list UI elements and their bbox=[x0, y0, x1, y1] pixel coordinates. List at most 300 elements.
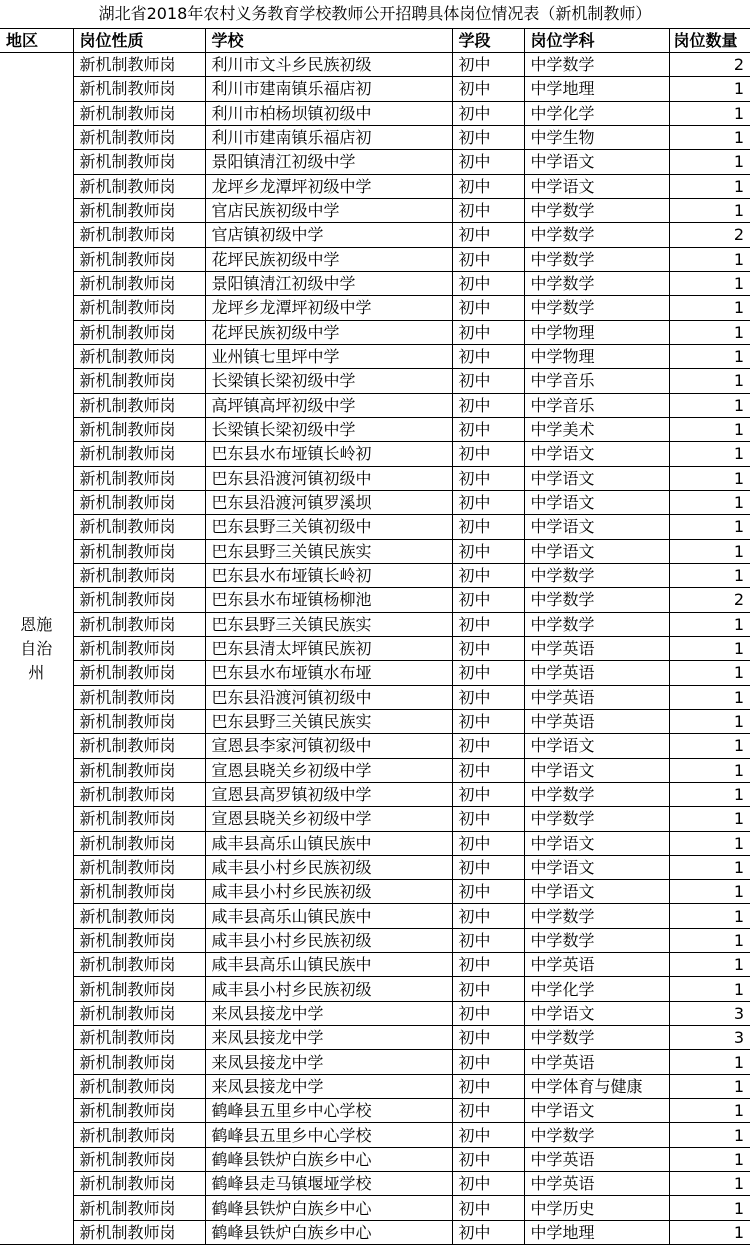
cell-subject[interactable]: 中学语文 bbox=[524, 1099, 669, 1123]
table-row bbox=[0, 125, 750, 149]
cell-count[interactable]: 2 bbox=[669, 588, 750, 612]
cell-stage[interactable]: 初中 bbox=[452, 1123, 524, 1147]
cell-school[interactable]: 鹤峰县铁炉白族乡中心 bbox=[205, 1147, 452, 1171]
table-row bbox=[0, 953, 750, 977]
cell-school[interactable]: 咸丰县高乐山镇民族中 bbox=[205, 953, 452, 977]
cell-subject[interactable]: 中学数学 bbox=[524, 271, 669, 295]
cell-subject[interactable]: 中学音乐 bbox=[524, 393, 669, 417]
cell-position-type[interactable]: 新机制教师岗 bbox=[73, 612, 205, 636]
cell-position-type[interactable]: 新机制教师岗 bbox=[73, 369, 205, 393]
table-row bbox=[0, 198, 750, 222]
cell-stage[interactable]: 初中 bbox=[452, 685, 524, 709]
header-school[interactable]: 学校 bbox=[205, 29, 452, 53]
cell-subject[interactable]: 中学数学 bbox=[524, 247, 669, 271]
cell-count[interactable]: 1 bbox=[669, 490, 750, 514]
cell-stage[interactable]: 初中 bbox=[452, 320, 524, 344]
cell-stage[interactable]: 初中 bbox=[452, 782, 524, 806]
cell-count[interactable]: 1 bbox=[669, 150, 750, 174]
cell-subject[interactable]: 中学数学 bbox=[524, 612, 669, 636]
cell-subject[interactable]: 中学英语 bbox=[524, 636, 669, 660]
cell-subject[interactable]: 中学美术 bbox=[524, 417, 669, 441]
cell-count[interactable]: 1 bbox=[669, 344, 750, 368]
cell-position-type[interactable]: 新机制教师岗 bbox=[73, 1026, 205, 1050]
table-row bbox=[0, 320, 750, 344]
cell-count[interactable]: 1 bbox=[669, 782, 750, 806]
table-row bbox=[0, 855, 750, 879]
header-position-type[interactable]: 岗位性质 bbox=[73, 29, 205, 53]
table-row bbox=[0, 442, 750, 466]
cell-school[interactable]: 官店镇初级中学 bbox=[205, 223, 452, 247]
table-row bbox=[0, 466, 750, 490]
table-row bbox=[0, 247, 750, 271]
cell-position-type[interactable]: 新机制教师岗 bbox=[73, 417, 205, 441]
cell-stage[interactable]: 初中 bbox=[452, 1099, 524, 1123]
table-row bbox=[0, 101, 750, 125]
cell-count[interactable]: 3 bbox=[669, 1001, 750, 1025]
cell-stage[interactable]: 初中 bbox=[452, 880, 524, 904]
cell-stage[interactable]: 初中 bbox=[452, 563, 524, 587]
cell-count[interactable]: 1 bbox=[669, 977, 750, 1001]
cell-school[interactable]: 来凤县接龙中学 bbox=[205, 1050, 452, 1074]
cell-school[interactable]: 龙坪乡龙潭坪初级中学 bbox=[205, 296, 452, 320]
cell-subject[interactable]: 中学数学 bbox=[524, 1123, 669, 1147]
cell-position-type[interactable]: 新机制教师岗 bbox=[73, 466, 205, 490]
cell-position-type[interactable]: 新机制教师岗 bbox=[73, 855, 205, 879]
cell-region[interactable]: 恩施自治州 bbox=[0, 53, 73, 1245]
cell-position-type[interactable]: 新机制教师岗 bbox=[73, 271, 205, 295]
cell-count[interactable]: 1 bbox=[669, 393, 750, 417]
cell-count[interactable]: 1 bbox=[669, 685, 750, 709]
cell-count[interactable]: 1 bbox=[669, 296, 750, 320]
table-row bbox=[0, 636, 750, 660]
cell-stage[interactable]: 初中 bbox=[452, 125, 524, 149]
cell-subject[interactable]: 中学语文 bbox=[524, 539, 669, 563]
cell-subject[interactable]: 中学物理 bbox=[524, 320, 669, 344]
cell-count[interactable]: 1 bbox=[669, 1050, 750, 1074]
cell-stage[interactable]: 初中 bbox=[452, 198, 524, 222]
cell-subject[interactable]: 中学语文 bbox=[524, 1001, 669, 1025]
cell-stage[interactable]: 初中 bbox=[452, 734, 524, 758]
table-row bbox=[0, 1172, 750, 1196]
cell-position-type[interactable]: 新机制教师岗 bbox=[73, 247, 205, 271]
cell-stage[interactable]: 初中 bbox=[452, 490, 524, 514]
cell-stage[interactable]: 初中 bbox=[452, 539, 524, 563]
table-row bbox=[0, 807, 750, 831]
cell-count[interactable]: 1 bbox=[669, 1147, 750, 1171]
cell-stage[interactable]: 初中 bbox=[452, 1147, 524, 1171]
cell-subject[interactable]: 中学数学 bbox=[524, 1026, 669, 1050]
cell-count[interactable]: 1 bbox=[669, 928, 750, 952]
cell-count[interactable]: 1 bbox=[669, 709, 750, 733]
cell-school[interactable]: 来凤县接龙中学 bbox=[205, 1026, 452, 1050]
table-row bbox=[0, 685, 750, 709]
table-row bbox=[0, 271, 750, 295]
cell-school[interactable]: 咸丰县高乐山镇民族中 bbox=[205, 831, 452, 855]
cell-school[interactable]: 巴东县沿渡河镇初级中 bbox=[205, 466, 452, 490]
cell-count[interactable]: 1 bbox=[669, 1172, 750, 1196]
cell-count[interactable]: 2 bbox=[669, 53, 750, 77]
cell-position-type[interactable]: 新机制教师岗 bbox=[73, 928, 205, 952]
cell-subject[interactable]: 中学语文 bbox=[524, 466, 669, 490]
table-row bbox=[0, 880, 750, 904]
cell-count[interactable]: 1 bbox=[669, 320, 750, 344]
cell-count[interactable]: 1 bbox=[669, 636, 750, 660]
cell-subject[interactable]: 中学数学 bbox=[524, 198, 669, 222]
cell-position-type[interactable]: 新机制教师岗 bbox=[73, 198, 205, 222]
cell-subject[interactable]: 中学物理 bbox=[524, 344, 669, 368]
cell-count[interactable]: 1 bbox=[669, 831, 750, 855]
cell-subject[interactable]: 中学数学 bbox=[524, 53, 669, 77]
cell-subject[interactable]: 中学数学 bbox=[524, 807, 669, 831]
cell-count[interactable]: 1 bbox=[669, 661, 750, 685]
cell-school[interactable]: 巴东县水布垭镇长岭初 bbox=[205, 442, 452, 466]
cell-stage[interactable]: 初中 bbox=[452, 831, 524, 855]
table-row bbox=[0, 661, 750, 685]
table-title: 湖北省2018年农村义务教育学校教师公开招聘具体岗位情况表（新机制教师） bbox=[0, 0, 750, 29]
cell-school[interactable]: 利川市建南镇乐福店初 bbox=[205, 77, 452, 101]
cell-school[interactable]: 巴东县沿渡河镇罗溪坝 bbox=[205, 490, 452, 514]
table-row bbox=[0, 831, 750, 855]
table-row bbox=[0, 758, 750, 782]
cell-stage[interactable]: 初中 bbox=[452, 1172, 524, 1196]
cell-position-type[interactable]: 新机制教师岗 bbox=[73, 1172, 205, 1196]
cell-count[interactable]: 1 bbox=[669, 539, 750, 563]
cell-school[interactable]: 鹤峰县五里乡中心学校 bbox=[205, 1123, 452, 1147]
table-row bbox=[0, 904, 750, 928]
cell-stage[interactable]: 初中 bbox=[452, 344, 524, 368]
table-row bbox=[0, 709, 750, 733]
cell-position-type[interactable]: 新机制教师岗 bbox=[73, 539, 205, 563]
cell-position-type[interactable]: 新机制教师岗 bbox=[73, 685, 205, 709]
cell-school[interactable]: 利川市文斗乡民族初级 bbox=[205, 53, 452, 77]
table-row bbox=[0, 1099, 750, 1123]
cell-stage[interactable]: 初中 bbox=[452, 758, 524, 782]
table-row bbox=[0, 1074, 750, 1098]
cell-school[interactable]: 巴东县野三关镇初级中 bbox=[205, 515, 452, 539]
cell-subject[interactable]: 中学英语 bbox=[524, 709, 669, 733]
cell-subject[interactable]: 中学数学 bbox=[524, 223, 669, 247]
cell-school[interactable]: 业州镇七里坪中学 bbox=[205, 344, 452, 368]
cell-stage[interactable]: 初中 bbox=[452, 150, 524, 174]
cell-school[interactable]: 龙坪乡龙潭坪初级中学 bbox=[205, 174, 452, 198]
cell-subject[interactable]: 中学数学 bbox=[524, 588, 669, 612]
cell-position-type[interactable]: 新机制教师岗 bbox=[73, 758, 205, 782]
cell-stage[interactable]: 初中 bbox=[452, 1196, 524, 1220]
cell-subject[interactable]: 中学英语 bbox=[524, 1147, 669, 1171]
cell-school[interactable]: 利川市建南镇乐福店初 bbox=[205, 125, 452, 149]
cell-subject[interactable]: 中学音乐 bbox=[524, 369, 669, 393]
table-row bbox=[0, 1001, 750, 1025]
table-row bbox=[0, 734, 750, 758]
cell-count[interactable]: 1 bbox=[669, 515, 750, 539]
cell-stage[interactable]: 初中 bbox=[452, 417, 524, 441]
cell-position-type[interactable]: 新机制教师岗 bbox=[73, 1147, 205, 1171]
cell-count[interactable]: 1 bbox=[669, 953, 750, 977]
cell-school[interactable]: 宣恩县李家河镇初级中 bbox=[205, 734, 452, 758]
cell-school[interactable]: 鹤峰县铁炉白族乡中心 bbox=[205, 1196, 452, 1220]
cell-stage[interactable]: 初中 bbox=[452, 1074, 524, 1098]
cell-stage[interactable]: 初中 bbox=[452, 53, 524, 77]
header-count[interactable]: 岗位数量 bbox=[669, 29, 750, 53]
cell-position-type[interactable]: 新机制教师岗 bbox=[73, 734, 205, 758]
header-row bbox=[0, 29, 750, 53]
cell-subject[interactable]: 中学语文 bbox=[524, 734, 669, 758]
cell-subject[interactable]: 中学语文 bbox=[524, 758, 669, 782]
table-row bbox=[0, 77, 750, 101]
cell-count[interactable]: 1 bbox=[669, 563, 750, 587]
table-row bbox=[0, 393, 750, 417]
cell-stage[interactable]: 初中 bbox=[452, 904, 524, 928]
table-row bbox=[0, 369, 750, 393]
cell-position-type[interactable]: 新机制教师岗 bbox=[73, 661, 205, 685]
cell-position-type[interactable]: 新机制教师岗 bbox=[73, 515, 205, 539]
cell-subject[interactable]: 中学体育与健康 bbox=[524, 1074, 669, 1098]
cell-count[interactable]: 1 bbox=[669, 1123, 750, 1147]
cell-count[interactable]: 1 bbox=[669, 271, 750, 295]
cell-subject[interactable]: 中学数学 bbox=[524, 563, 669, 587]
cell-stage[interactable]: 初中 bbox=[452, 1050, 524, 1074]
cell-school[interactable]: 巴东县水布垭镇长岭初 bbox=[205, 563, 452, 587]
cell-subject[interactable]: 中学数学 bbox=[524, 928, 669, 952]
cell-school[interactable]: 巴东县水布垭镇水布垭 bbox=[205, 661, 452, 685]
cell-count[interactable]: 1 bbox=[669, 442, 750, 466]
cell-stage[interactable]: 初中 bbox=[452, 588, 524, 612]
cell-subject[interactable]: 中学英语 bbox=[524, 1172, 669, 1196]
cell-position-type[interactable]: 新机制教师岗 bbox=[73, 880, 205, 904]
cell-stage[interactable]: 初中 bbox=[452, 1001, 524, 1025]
cell-position-type[interactable]: 新机制教师岗 bbox=[73, 442, 205, 466]
table-row bbox=[0, 539, 750, 563]
cell-school[interactable]: 宣恩县晓关乡初级中学 bbox=[205, 807, 452, 831]
table-row bbox=[0, 1220, 750, 1244]
cell-position-type[interactable]: 新机制教师岗 bbox=[73, 1220, 205, 1244]
cell-position-type[interactable]: 新机制教师岗 bbox=[73, 101, 205, 125]
table-row bbox=[0, 1050, 750, 1074]
cell-position-type[interactable]: 新机制教师岗 bbox=[73, 636, 205, 660]
cell-stage[interactable]: 初中 bbox=[452, 661, 524, 685]
table-row bbox=[0, 928, 750, 952]
cell-school[interactable]: 巴东县野三关镇民族实 bbox=[205, 539, 452, 563]
cell-school[interactable]: 巴东县野三关镇民族实 bbox=[205, 709, 452, 733]
cell-subject[interactable]: 中学生物 bbox=[524, 125, 669, 149]
cell-position-type[interactable]: 新机制教师岗 bbox=[73, 1074, 205, 1098]
table-row bbox=[0, 1026, 750, 1050]
cell-position-type[interactable]: 新机制教师岗 bbox=[73, 1099, 205, 1123]
cell-count[interactable]: 1 bbox=[669, 77, 750, 101]
cell-stage[interactable]: 初中 bbox=[452, 1220, 524, 1244]
cell-subject[interactable]: 中学数学 bbox=[524, 782, 669, 806]
cell-stage[interactable]: 初中 bbox=[452, 807, 524, 831]
cell-position-type[interactable]: 新机制教师岗 bbox=[73, 344, 205, 368]
cell-school[interactable]: 鹤峰县铁炉白族乡中心 bbox=[205, 1220, 452, 1244]
cell-school[interactable]: 咸丰县小村乡民族初级 bbox=[205, 880, 452, 904]
cell-position-type[interactable]: 新机制教师岗 bbox=[73, 782, 205, 806]
cell-school[interactable]: 巴东县沿渡河镇初级中 bbox=[205, 685, 452, 709]
header-subject[interactable]: 岗位学科 bbox=[524, 29, 669, 53]
cell-stage[interactable]: 初中 bbox=[452, 953, 524, 977]
cell-stage[interactable]: 初中 bbox=[452, 977, 524, 1001]
cell-stage[interactable]: 初中 bbox=[452, 709, 524, 733]
cell-stage[interactable]: 初中 bbox=[452, 928, 524, 952]
cell-count[interactable]: 1 bbox=[669, 904, 750, 928]
cell-stage[interactable]: 初中 bbox=[452, 271, 524, 295]
cell-stage[interactable]: 初中 bbox=[452, 442, 524, 466]
cell-school[interactable]: 来凤县接龙中学 bbox=[205, 1001, 452, 1025]
cell-stage[interactable]: 初中 bbox=[452, 101, 524, 125]
table-row bbox=[0, 344, 750, 368]
cell-school[interactable]: 咸丰县小村乡民族初级 bbox=[205, 977, 452, 1001]
cell-count[interactable]: 1 bbox=[669, 125, 750, 149]
cell-subject[interactable]: 中学历史 bbox=[524, 1196, 669, 1220]
cell-count[interactable]: 1 bbox=[669, 1220, 750, 1244]
cell-subject[interactable]: 中学化学 bbox=[524, 101, 669, 125]
cell-subject[interactable]: 中学化学 bbox=[524, 977, 669, 1001]
cell-stage[interactable]: 初中 bbox=[452, 174, 524, 198]
cell-stage[interactable]: 初中 bbox=[452, 1026, 524, 1050]
cell-school[interactable]: 花坪民族初级中学 bbox=[205, 320, 452, 344]
cell-subject[interactable]: 中学语文 bbox=[524, 831, 669, 855]
cell-subject[interactable]: 中学数学 bbox=[524, 904, 669, 928]
cell-count[interactable]: 1 bbox=[669, 466, 750, 490]
cell-subject[interactable]: 中学语文 bbox=[524, 442, 669, 466]
table-row bbox=[0, 1147, 750, 1171]
table-row bbox=[0, 490, 750, 514]
cell-stage[interactable]: 初中 bbox=[452, 393, 524, 417]
cell-count[interactable]: 1 bbox=[669, 612, 750, 636]
cell-stage[interactable]: 初中 bbox=[452, 369, 524, 393]
cell-school[interactable]: 长梁镇长梁初级中学 bbox=[205, 369, 452, 393]
cell-position-type[interactable]: 新机制教师岗 bbox=[73, 953, 205, 977]
cell-position-type[interactable]: 新机制教师岗 bbox=[73, 1123, 205, 1147]
header-stage[interactable]: 学段 bbox=[452, 29, 524, 53]
cell-school[interactable]: 利川市柏杨坝镇初级中 bbox=[205, 101, 452, 125]
header-region[interactable]: 地区 bbox=[0, 29, 73, 53]
cell-position-type[interactable]: 新机制教师岗 bbox=[73, 1196, 205, 1220]
cell-school[interactable]: 巴东县水布垭镇杨柳池 bbox=[205, 588, 452, 612]
cell-count[interactable]: 1 bbox=[669, 1196, 750, 1220]
table-row bbox=[0, 515, 750, 539]
cell-subject[interactable]: 中学语文 bbox=[524, 490, 669, 514]
cell-position-type[interactable]: 新机制教师岗 bbox=[73, 125, 205, 149]
cell-count[interactable]: 1 bbox=[669, 174, 750, 198]
cell-position-type[interactable]: 新机制教师岗 bbox=[73, 320, 205, 344]
cell-stage[interactable]: 初中 bbox=[452, 515, 524, 539]
cell-position-type[interactable]: 新机制教师岗 bbox=[73, 150, 205, 174]
cell-position-type[interactable]: 新机制教师岗 bbox=[73, 709, 205, 733]
cell-position-type[interactable]: 新机制教师岗 bbox=[73, 1001, 205, 1025]
table-row bbox=[0, 150, 750, 174]
cell-school[interactable]: 高坪镇高坪初级中学 bbox=[205, 393, 452, 417]
cell-position-type[interactable]: 新机制教师岗 bbox=[73, 174, 205, 198]
cell-position-type[interactable]: 新机制教师岗 bbox=[73, 831, 205, 855]
cell-school[interactable]: 景阳镇清江初级中学 bbox=[205, 150, 452, 174]
cell-subject[interactable]: 中学英语 bbox=[524, 685, 669, 709]
cell-subject[interactable]: 中学语文 bbox=[524, 150, 669, 174]
cell-count[interactable]: 1 bbox=[669, 880, 750, 904]
cell-subject[interactable]: 中学地理 bbox=[524, 77, 669, 101]
cell-position-type[interactable]: 新机制教师岗 bbox=[73, 53, 205, 77]
cell-school[interactable]: 官店民族初级中学 bbox=[205, 198, 452, 222]
cell-position-type[interactable]: 新机制教师岗 bbox=[73, 807, 205, 831]
table-row bbox=[0, 1196, 750, 1220]
cell-school[interactable]: 咸丰县高乐山镇民族中 bbox=[205, 904, 452, 928]
cell-count[interactable]: 1 bbox=[669, 1099, 750, 1123]
cell-position-type[interactable]: 新机制教师岗 bbox=[73, 904, 205, 928]
cell-count[interactable]: 1 bbox=[669, 1074, 750, 1098]
cell-school[interactable]: 巴东县野三关镇民族实 bbox=[205, 612, 452, 636]
cell-position-type[interactable]: 新机制教师岗 bbox=[73, 563, 205, 587]
cell-school[interactable]: 花坪民族初级中学 bbox=[205, 247, 452, 271]
cell-position-type[interactable]: 新机制教师岗 bbox=[73, 977, 205, 1001]
cell-stage[interactable]: 初中 bbox=[452, 855, 524, 879]
cell-position-type[interactable]: 新机制教师岗 bbox=[73, 588, 205, 612]
cell-school[interactable]: 来凤县接龙中学 bbox=[205, 1074, 452, 1098]
cell-school[interactable]: 长梁镇长梁初级中学 bbox=[205, 417, 452, 441]
cell-position-type[interactable]: 新机制教师岗 bbox=[73, 296, 205, 320]
cell-subject[interactable]: 中学英语 bbox=[524, 661, 669, 685]
cell-count[interactable]: 3 bbox=[669, 1026, 750, 1050]
positions-table bbox=[0, 28, 750, 1245]
cell-school[interactable]: 鹤峰县走马镇堰垭学校 bbox=[205, 1172, 452, 1196]
cell-subject[interactable]: 中学地理 bbox=[524, 1220, 669, 1244]
cell-count[interactable]: 1 bbox=[669, 734, 750, 758]
cell-count[interactable]: 1 bbox=[669, 369, 750, 393]
cell-position-type[interactable]: 新机制教师岗 bbox=[73, 490, 205, 514]
cell-count[interactable]: 1 bbox=[669, 758, 750, 782]
cell-count[interactable]: 1 bbox=[669, 247, 750, 271]
cell-subject[interactable]: 中学英语 bbox=[524, 953, 669, 977]
cell-subject[interactable]: 中学语文 bbox=[524, 515, 669, 539]
table-row bbox=[0, 1123, 750, 1147]
table-row bbox=[0, 174, 750, 198]
cell-count[interactable]: 1 bbox=[669, 417, 750, 441]
cell-stage[interactable]: 初中 bbox=[452, 77, 524, 101]
cell-stage[interactable]: 初中 bbox=[452, 247, 524, 271]
cell-school[interactable]: 宣恩县晓关乡初级中学 bbox=[205, 758, 452, 782]
cell-school[interactable]: 咸丰县小村乡民族初级 bbox=[205, 928, 452, 952]
cell-school[interactable]: 巴东县清太坪镇民族初 bbox=[205, 636, 452, 660]
cell-count[interactable]: 1 bbox=[669, 855, 750, 879]
cell-count[interactable]: 1 bbox=[669, 198, 750, 222]
table-row bbox=[0, 588, 750, 612]
cell-count[interactable]: 1 bbox=[669, 101, 750, 125]
cell-position-type[interactable]: 新机制教师岗 bbox=[73, 223, 205, 247]
cell-subject[interactable]: 中学语文 bbox=[524, 855, 669, 879]
cell-subject[interactable]: 中学语文 bbox=[524, 174, 669, 198]
table-row bbox=[0, 782, 750, 806]
cell-position-type[interactable]: 新机制教师岗 bbox=[73, 77, 205, 101]
cell-subject[interactable]: 中学英语 bbox=[524, 1050, 669, 1074]
cell-position-type[interactable]: 新机制教师岗 bbox=[73, 393, 205, 417]
cell-stage[interactable]: 初中 bbox=[452, 223, 524, 247]
cell-stage[interactable]: 初中 bbox=[452, 466, 524, 490]
table-row bbox=[0, 417, 750, 441]
table-row bbox=[0, 612, 750, 636]
cell-subject[interactable]: 中学语文 bbox=[524, 880, 669, 904]
cell-stage[interactable]: 初中 bbox=[452, 612, 524, 636]
cell-position-type[interactable]: 新机制教师岗 bbox=[73, 1050, 205, 1074]
cell-stage[interactable]: 初中 bbox=[452, 296, 524, 320]
cell-stage[interactable]: 初中 bbox=[452, 636, 524, 660]
cell-school[interactable]: 鹤峰县五里乡中心学校 bbox=[205, 1099, 452, 1123]
cell-school[interactable]: 宣恩县高罗镇初级中学 bbox=[205, 782, 452, 806]
table-row bbox=[0, 223, 750, 247]
cell-school[interactable]: 咸丰县小村乡民族初级 bbox=[205, 855, 452, 879]
cell-count[interactable]: 1 bbox=[669, 807, 750, 831]
cell-subject[interactable]: 中学数学 bbox=[524, 296, 669, 320]
cell-school[interactable]: 景阳镇清江初级中学 bbox=[205, 271, 452, 295]
cell-count[interactable]: 2 bbox=[669, 223, 750, 247]
